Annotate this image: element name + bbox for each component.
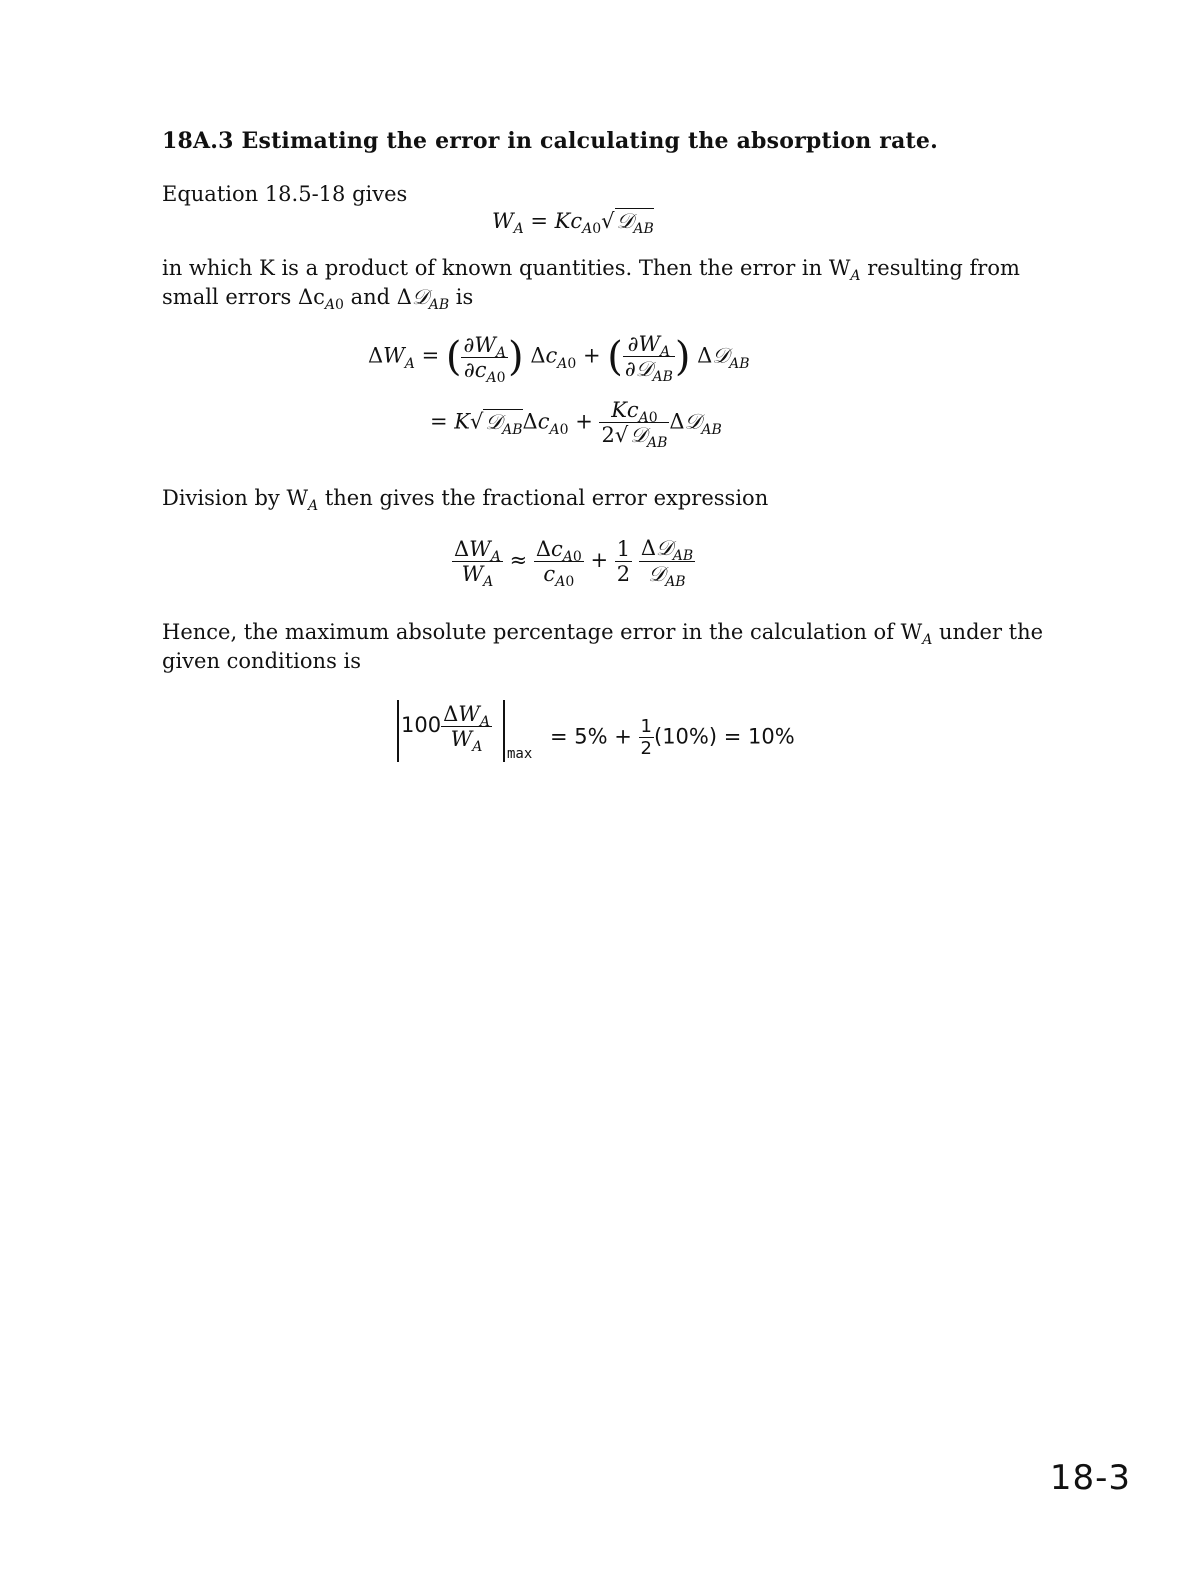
final-max-subscript: max <box>507 746 533 762</box>
final-rhs-b: (10%) = 10% <box>654 724 795 749</box>
section-heading: 18A.3 Estimating the error in calculating the absorption rate. <box>162 128 938 154</box>
division-a: Division by W <box>162 486 309 510</box>
known-quantities-text: in which K is a product of known quantities. Then the error in $W_A$ resulting from <box>162 256 1020 284</box>
equation-fractional-error: $\frac{\Delta W_A}{W_A}$ ≈ $\frac{\Delta c_{A0}}{c_{A0}}$ + $\frac{1}{2}$ $\frac{\Delta 𝒟_{AB}}{𝒟_{AB}}$ <box>454 536 694 590</box>
equation-delta-wa-line1: $\Delta W_A$ = ( $\frac{\partial W_A}{\partial c_{A0}}$ ) $\Delta c_{A0}$ + ( $\frac{\partial W_A}{\partial 𝒟_{AB}}$ ) Δ𝒟$_{AB}$ <box>368 332 750 386</box>
equation-max-error-lhs: 100 $\frac{\Delta W_A}{W_A}$ <box>401 702 490 755</box>
division-text: Division by $W_A$ then gives the fractional error expression <box>162 486 769 514</box>
known-line1b: resulting from <box>860 256 1020 280</box>
equation-max-error-rhs: = 5% + $\frac{1}{2}$ (10%) = 10% <box>550 716 795 759</box>
hence-text-line2: given conditions is <box>162 649 362 673</box>
equation-wa: $W_A$ = $Kc_{A0}√𝒟_{AB}$ <box>492 209 654 237</box>
hence-text-line1: Hence, the maximum absolute percentage error in the calculation of $W_A$ under the <box>162 620 1044 648</box>
hence-b: under the <box>932 620 1044 644</box>
abs-bar-right <box>503 700 505 762</box>
intro-text: Equation 18.5-18 gives <box>162 182 408 206</box>
small-errors-text: small errors $\Delta c_{A0}$ and Δ𝒟$_{AB}$ is <box>162 285 474 313</box>
small-errors-c: is <box>449 285 474 309</box>
hence-a: Hence, the maximum absolute percentage error in the calculation of W <box>162 620 923 644</box>
final-coefficient: 100 <box>401 713 442 737</box>
small-errors-a: small errors Δc <box>162 285 325 309</box>
equation-delta-wa-line2: = $K√𝒟_{AB}\Delta c_{A0}$ + $\frac{Kc_{A0}}{2√𝒟_{AB}}$ Δ𝒟$_{AB}$ <box>430 398 722 451</box>
small-errors-b: and Δ <box>343 285 412 309</box>
abs-bar-left <box>397 700 399 762</box>
final-rhs-a: = 5% + <box>550 724 639 749</box>
division-b: then gives the fractional error expression <box>318 486 769 510</box>
known-line1: in which K is a product of known quantities. Then the error in W <box>162 256 851 280</box>
page-number: 18-3 <box>1049 1458 1131 1498</box>
